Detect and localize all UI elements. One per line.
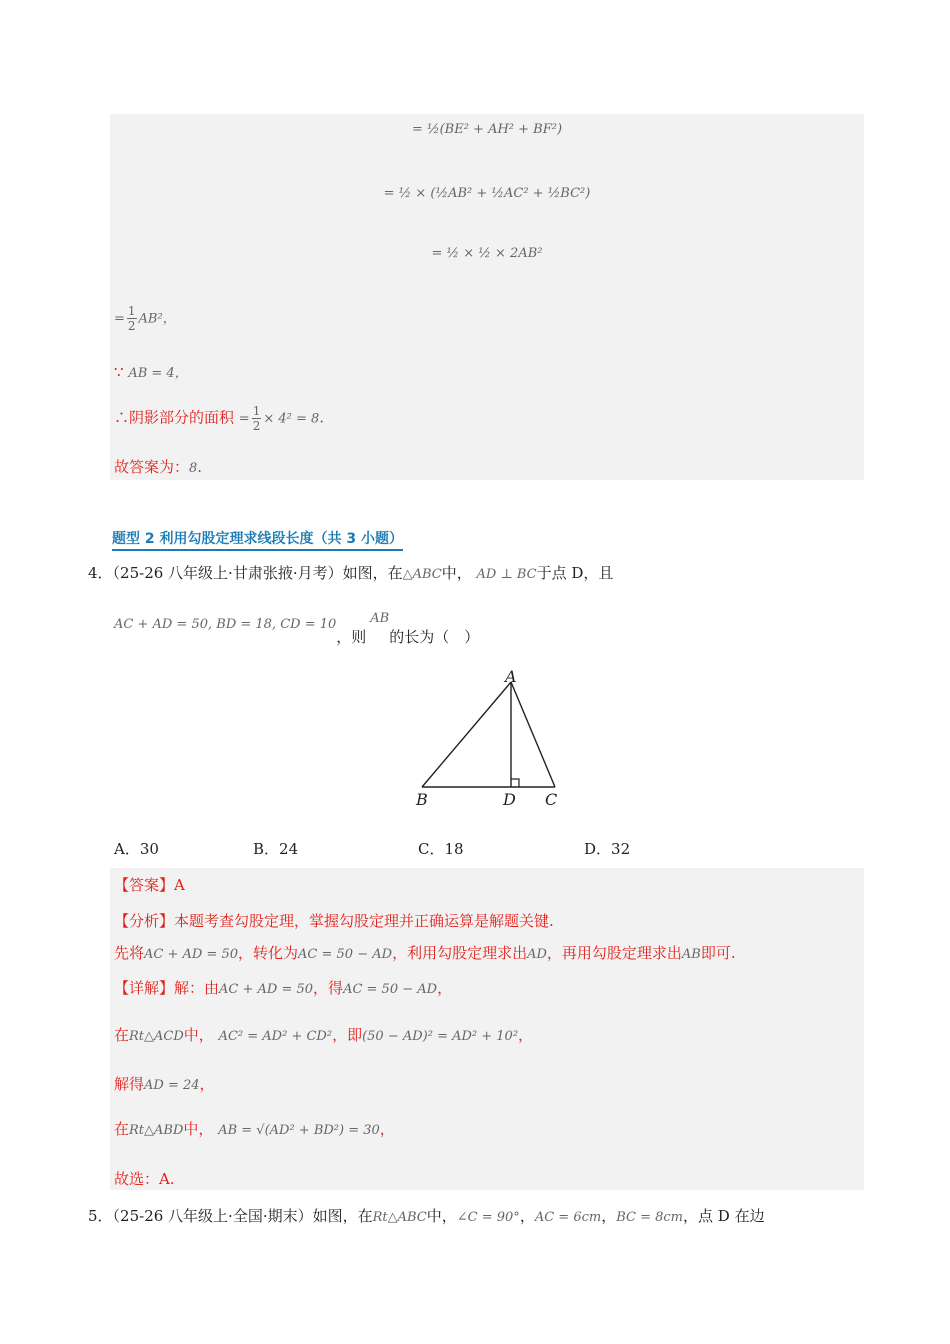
option-a[interactable]: A．30 [114, 840, 159, 858]
question-4-line-2: AC + AD = 50, BD = 18, CD = 10，则AB的长为（ ） [114, 611, 480, 646]
answer-label: 【答案】A [114, 876, 185, 894]
half-fraction: $\frac{1}{2}$ [127, 304, 136, 333]
answer-line: 故答案为：8. [114, 458, 203, 476]
label-d: D [503, 790, 516, 809]
section-heading[interactable]: 题型 2 利用勾股定理求线段长度（共 3 小题） [112, 528, 403, 551]
equation-line-1 [110, 122, 864, 137]
analysis-line-2: 先将AC + AD = 50，转化为AC = 50 − AD，利用勾股定理求出AD，再用勾股定理求出AB即可. [114, 944, 736, 962]
option-d[interactable]: D．32 [584, 840, 631, 858]
option-c[interactable]: C．18 [418, 840, 464, 858]
label-b: B [416, 790, 428, 809]
label-c: C [545, 790, 558, 809]
detail-line-6: 在Rt△ABD中， AB = √(AD² + BD²) = 30， [114, 1120, 395, 1138]
equation-line-2 [110, 186, 864, 201]
equation-1: = ½(BE² + AH² + BF²) [411, 122, 563, 137]
equation-2: = ½ × (½AB² + ½AC² + ½BC²) [383, 186, 591, 201]
because-line: ∵ AB = 4， [114, 363, 188, 381]
detail-line-5: 解得AD = 24， [114, 1075, 215, 1093]
side-ab [422, 682, 511, 787]
label-a: A [505, 668, 517, 686]
therefore-line: ∴阴影部分的面积 = $\frac{1}{2}$ × 4² = 8. [114, 404, 325, 433]
detail-line-4: 在Rt△ACD中， AC² = AD² + CD²，即(50 − AD)² = AD² + 10²， [114, 1026, 534, 1044]
right-angle-mark [511, 779, 519, 787]
detail-line: 【详解】解：由AC + AD = 50，得AC = 50 − AD， [114, 979, 453, 997]
side-ac [511, 682, 555, 787]
option-b[interactable]: B．24 [253, 840, 299, 858]
equation-line-4: = $\frac{1}{2}$ AB²， [114, 304, 176, 333]
half-fraction: $\frac{1}{2}$ [252, 404, 261, 433]
triangle-figure [405, 668, 575, 813]
equation-3: = ½ × ½ × 2AB² [431, 246, 543, 261]
final-answer: 故选：A. [114, 1170, 175, 1188]
question-4-line-1: 4．（25-26 八年级上·甘肃张掖·月考）如图，在△ABC中， AD ⊥ BC于点 D，且 [88, 564, 614, 582]
equation-line-3 [110, 246, 864, 261]
question-5-line-1: 5．（25-26 八年级上·全国·期末）如图，在Rt△ABC中，∠C = 90°，AC = 6cm，BC = 8cm，点 D 在边 [88, 1207, 765, 1225]
analysis-text: 【分析】本题考查勾股定理，掌握勾股定理并正确运算是解题关键. [114, 912, 554, 930]
